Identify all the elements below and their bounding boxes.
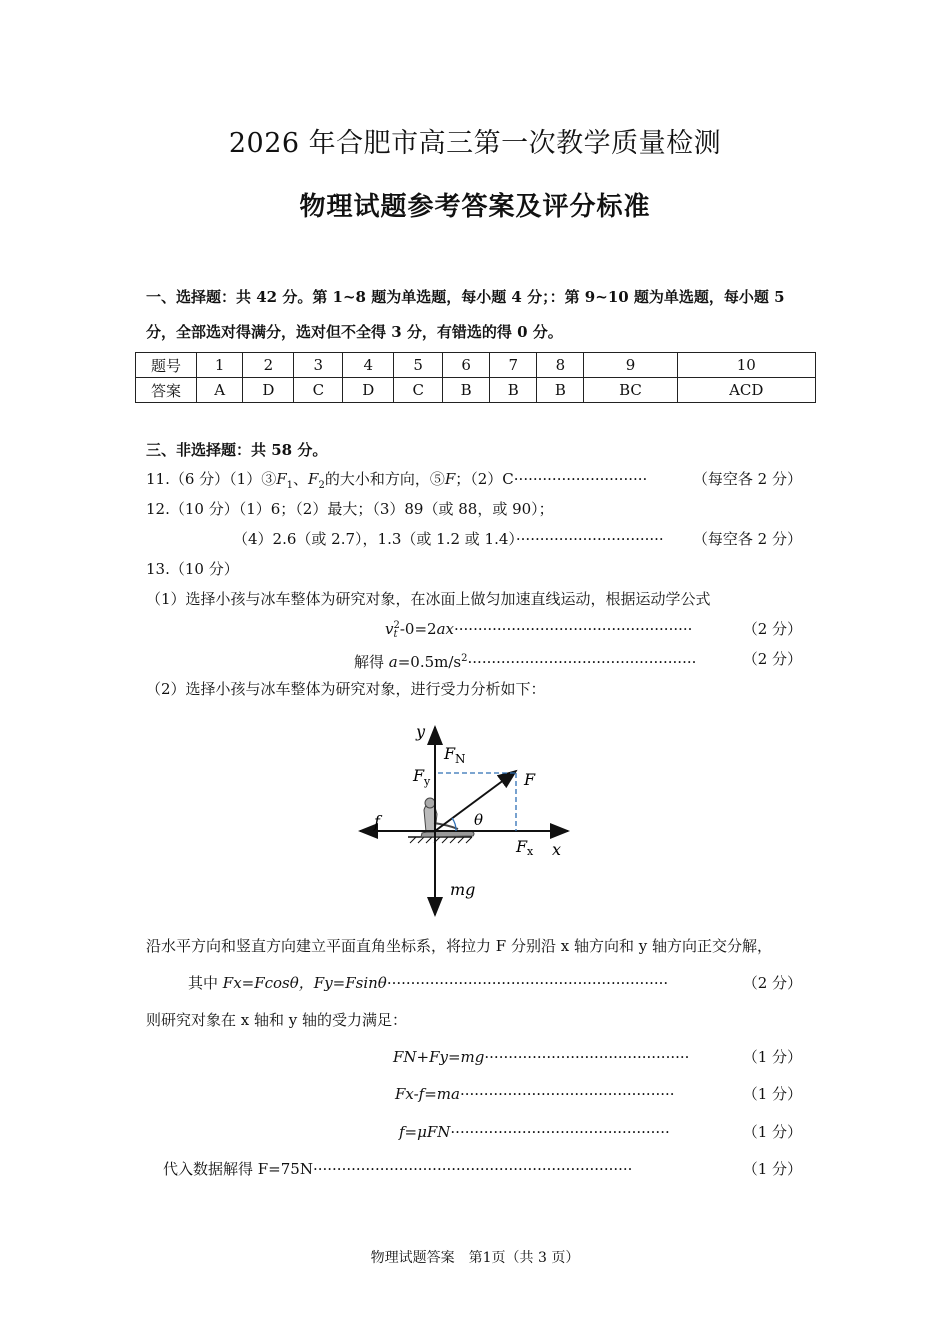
- q13-eq5-score: （1 分）: [742, 1123, 802, 1141]
- q13-eq2-a: a: [388, 653, 398, 671]
- q13-eq4-dots: ·············································: [459, 1085, 675, 1103]
- table-cell: 10: [677, 353, 815, 378]
- table-cell: 9: [584, 353, 677, 378]
- q13-eq1: [385, 619, 692, 639]
- table-cell: BC: [584, 378, 677, 403]
- q13-satisfy: 则研究对象在 x 轴和 y 轴的受力满足：: [146, 1011, 408, 1029]
- table-row-answers: [136, 378, 816, 403]
- q13-eq2-pre: 解得: [354, 653, 389, 671]
- fy-sub: y: [424, 775, 431, 788]
- q11-sub2: 2: [318, 480, 325, 491]
- table-cell: 5: [394, 353, 443, 378]
- q11-line: [146, 469, 647, 496]
- q11-part3: 的大小和方向，⑤: [324, 470, 445, 488]
- table-header-answer: 答案: [136, 378, 197, 403]
- q13-decomp: 沿水平方向和竖直方向建立平面直角坐标系，将拉力 F 分别沿 x 轴方向和 y 轴方向正交分解，: [146, 937, 772, 955]
- table-cell: C: [394, 378, 443, 403]
- force-diagram: [350, 715, 590, 925]
- q13-eq4-score: （1 分）: [742, 1085, 802, 1103]
- q13-decomp-eq: [188, 973, 668, 993]
- theta-label: θ: [474, 811, 484, 829]
- q11-f2: F: [308, 470, 319, 488]
- q13-eq1-score: （2 分）: [742, 620, 802, 638]
- q13-eq4-text: Fx-f=ma: [395, 1085, 460, 1103]
- table-cell: B: [537, 378, 584, 403]
- q13-eq1-v: v: [385, 620, 394, 638]
- q13-eq5-text: f=μFN: [399, 1123, 451, 1141]
- q13-eq6: [163, 1159, 632, 1179]
- q13-eq6-score: （1 分）: [742, 1160, 802, 1178]
- table-cell: 4: [343, 353, 394, 378]
- q13-eq1-sup: 2: [393, 620, 400, 631]
- table-cell: C: [294, 378, 343, 403]
- q11-part2: 、: [293, 470, 309, 488]
- q11-f3: F: [444, 470, 456, 488]
- q11-part1: 11.（6 分）（1）③: [146, 470, 277, 488]
- mg-label: mg: [450, 880, 476, 899]
- q13-eq2-sup: 2: [461, 653, 468, 664]
- q11-score: （每空各 2 分）: [692, 470, 802, 488]
- q13-eq1-ax: ax: [436, 620, 454, 638]
- table-header-question: 题号: [136, 353, 197, 378]
- table-cell: D: [343, 378, 394, 403]
- q13-eq3-score: （1 分）: [742, 1048, 802, 1066]
- q13-eq3-text: FN+Fy=mg: [393, 1048, 485, 1066]
- answer-table: [135, 352, 816, 403]
- q13-eq6-text: 代入数据解得 F=75N: [163, 1160, 313, 1178]
- fx-sub: x: [527, 845, 534, 858]
- q13-eq2-rest: =0.5m/s: [397, 653, 462, 671]
- q13-part1: （1）选择小孩与冰车整体为研究对象，在冰面上做匀加速直线运动，根据运动学公式: [146, 590, 711, 608]
- page-subtitle: 物理试题参考答案及评分标准: [299, 192, 651, 222]
- section3-heading: 三、非选择题：共 58 分。: [146, 441, 328, 459]
- q13-eq5-dots: ··············································: [450, 1123, 670, 1141]
- y-label: y: [416, 722, 426, 741]
- friction-label: f: [374, 812, 380, 831]
- table-cell: 8: [537, 353, 584, 378]
- q13-eq6-dots: ···································································: [312, 1160, 633, 1178]
- page-title: 2026 年合肥市高三第一次教学质量检测: [228, 128, 722, 159]
- q13-eq2: [354, 649, 696, 672]
- section1-line2: 分，全部选对得满分，选对但不全得 3 分，有错选的得 0 分。: [146, 323, 563, 341]
- fn-label: F: [444, 744, 456, 763]
- q13-eq3: [393, 1047, 689, 1067]
- q11-sub1: 1: [286, 480, 294, 491]
- table-cell: 6: [443, 353, 490, 378]
- q12-score: （每空各 2 分）: [692, 530, 802, 548]
- section1-line1: 一、选择题：共 42 分。第 1~8 题为单选题，每小题 4 分；：第 9~10 题为单选题，每小题 5: [146, 288, 785, 306]
- table-cell: B: [443, 378, 490, 403]
- q11-part4: ；（2）C····························: [455, 470, 648, 488]
- q13-eq2-score: （2 分）: [742, 650, 802, 668]
- table-cell: A: [197, 378, 243, 403]
- q13-part2: （2）选择小孩与冰车整体为研究对象，进行受力分析如下：: [146, 680, 546, 698]
- q12-line2: （4）2.6（或 2.7），1.3（或 1.2 或 1.4）·······························: [233, 530, 664, 548]
- fy-label: F: [413, 766, 425, 785]
- page-footer: 物理试题答案 第1页（共 3 页）: [370, 1250, 580, 1266]
- table-cell: 1: [197, 353, 243, 378]
- q13-eq5: [399, 1122, 670, 1142]
- q13-decomp-dots: ···························································: [386, 974, 669, 992]
- q13-eq3-dots: ···········································: [484, 1048, 690, 1066]
- theta-arc: [452, 818, 456, 831]
- table-cell: ACD: [677, 378, 815, 403]
- table-cell: 3: [294, 353, 343, 378]
- table-cell: 7: [490, 353, 537, 378]
- q13-eq4: [395, 1084, 675, 1104]
- table-cell: B: [490, 378, 537, 403]
- q13-decomp-pre: 其中: [188, 974, 223, 992]
- q12-line1: 12.（10 分）（1）6；（2）最大；（3）89（或 88，或 90）；: [146, 500, 554, 518]
- q13-decomp-text: Fx=Fcosθ，Fy=Fsinθ: [222, 974, 387, 992]
- q13-eq1-rest: -0=2: [399, 620, 437, 638]
- ground-hatch: [408, 837, 472, 843]
- q13-eq1-sub: t: [393, 629, 398, 640]
- q13-eq1-dots: ··················································: [454, 620, 693, 638]
- f-label: F: [524, 770, 536, 789]
- table-row-questions: [136, 353, 816, 378]
- table-cell: D: [243, 378, 294, 403]
- q13-heading: 13.（10 分）: [146, 560, 239, 578]
- q13-decomp-score: （2 分）: [742, 974, 802, 992]
- q13-eq2-dots: ················································: [467, 653, 697, 671]
- fn-sub: N: [455, 752, 466, 766]
- q11-f1: F: [276, 470, 287, 488]
- x-label: x: [552, 840, 562, 859]
- table-cell: 2: [243, 353, 294, 378]
- fx-label: F: [516, 837, 528, 856]
